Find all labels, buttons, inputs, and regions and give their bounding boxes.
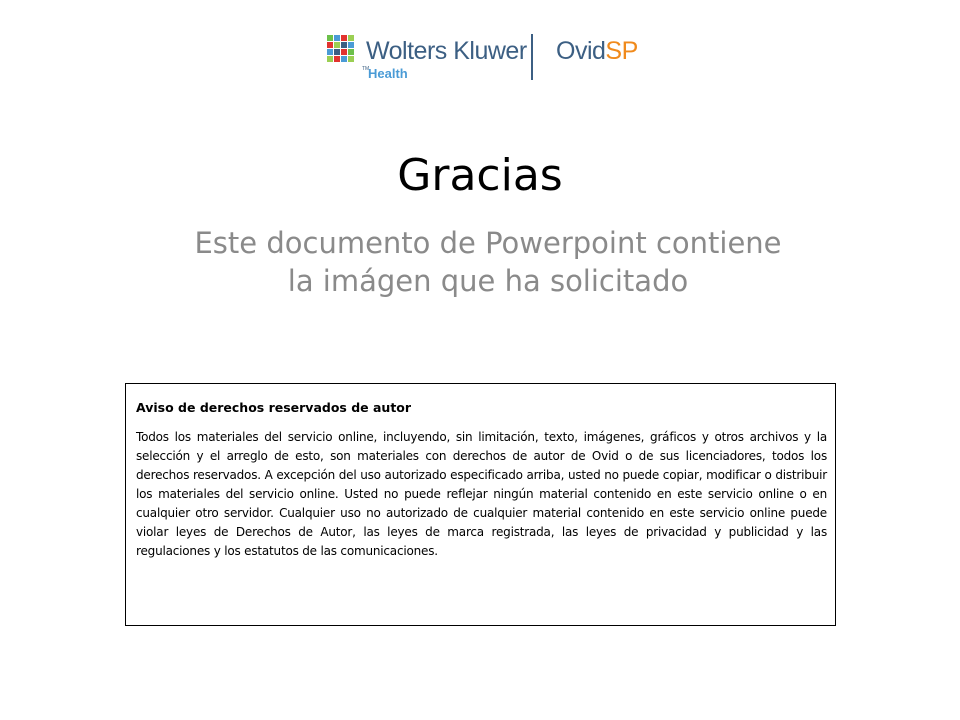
slide-subtitle [0,224,960,300]
wolters-kluwer-logo-icon [326,34,360,68]
logo-divider [531,34,533,80]
subtitle-line: Este documento de Powerpoint contiene [194,226,782,260]
copyright-notice-title: Aviso de derechos reservados de autor [136,400,412,415]
subtitle-line: la imágen que ha solicitado [287,264,689,298]
copyright-notice-body: Todos los materiales del servicio online, incluyendo, sin limitación, texto, imágenes, gráficos y otros archivos y la selección y el arreglo de esto, son materiales con derechos de autor de Ovid o de sus licenciadores, todos los derechos reservados. A excepción del uso autorizado especificado arriba, usted no puede copiar, modificar o distribuir los materiales del servicio online. Usted no puede reflejar ningún material contenido en este servicio online o en cualquier otro servidor. Cualquier uso no autorizado de cualquier material contenido en este servicio online puede violar leyes de Derechos de Autor, las leyes de marca registrada, las leyes de privacidad y publicidad y las regulaciones y los estatutos de las comunicaciones. [136,430,827,558]
brand-name: Wolters Kluwer [366,37,527,65]
product-name-suffix: SP [605,37,638,65]
slide-title: Gracias [397,150,563,201]
product-logo [556,36,638,66]
header-logos [326,30,636,86]
brand-trademark: TM [362,66,370,72]
brand-division: Health [368,66,408,81]
copyright-notice-box [125,383,836,626]
product-name-prefix: Ovid [556,37,606,65]
